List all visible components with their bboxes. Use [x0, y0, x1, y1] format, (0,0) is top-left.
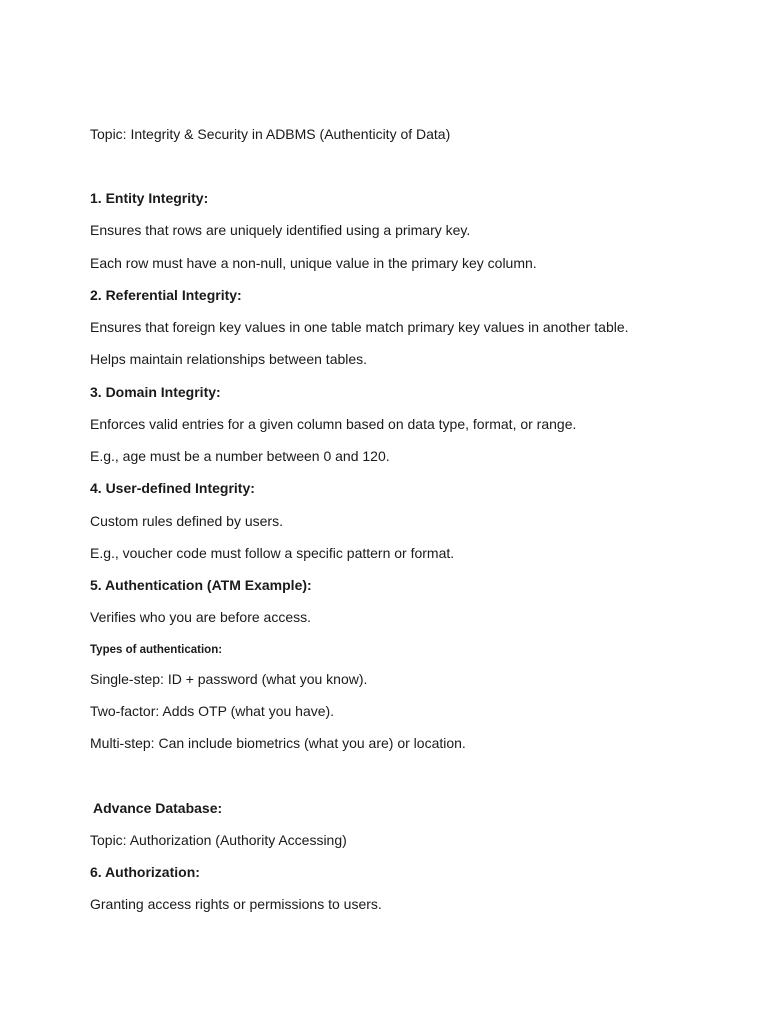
- section-heading-domain-integrity: 3. Domain Integrity:: [90, 384, 221, 400]
- topic-line-2: Topic: Authorization (Authority Accessing): [90, 832, 347, 848]
- paragraph-line: Single-step: ID + password (what you know).: [90, 671, 368, 687]
- advance-database-heading: Advance Database:: [93, 800, 223, 816]
- section-heading-authorization: 6. Authorization:: [90, 864, 200, 880]
- paragraph-line: Helps maintain relationships between tables.: [90, 351, 368, 367]
- paragraph-line: E.g., age must be a number between 0 and 120.: [90, 448, 390, 464]
- section-heading-entity-integrity: 1. Entity Integrity:: [90, 190, 209, 206]
- topic-line: Topic: Integrity & Security in ADBMS (Authenticity of Data): [90, 126, 451, 142]
- section-heading-user-defined-integrity: 4. User-defined Integrity:: [90, 480, 255, 496]
- paragraph-line: Each row must have a non-null, unique value in the primary key column.: [90, 255, 537, 271]
- paragraph-line: Custom rules defined by users.: [90, 513, 283, 529]
- paragraph-line: Two-factor: Adds OTP (what you have).: [90, 703, 335, 719]
- paragraph-line: Granting access rights or permissions to users.: [90, 896, 382, 912]
- paragraph-line: Enforces valid entries for a given column based on data type, format, or range.: [90, 416, 577, 432]
- subheading-types-of-authentication: Types of authentication:: [90, 644, 223, 656]
- paragraph-line: Ensures that rows are uniquely identified using a primary key.: [90, 222, 471, 238]
- paragraph-line: E.g., voucher code must follow a specific pattern or format.: [90, 545, 455, 561]
- section-heading-authentication: 5. Authentication (ATM Example):: [90, 577, 312, 593]
- paragraph-line: Multi-step: Can include biometrics (what you are) or location.: [90, 735, 466, 751]
- section-heading-referential-integrity: 2. Referential Integrity:: [90, 287, 242, 303]
- paragraph-line: Ensures that foreign key values in one table match primary key values in another table.: [90, 319, 629, 335]
- paragraph-line: Verifies who you are before access.: [90, 609, 312, 625]
